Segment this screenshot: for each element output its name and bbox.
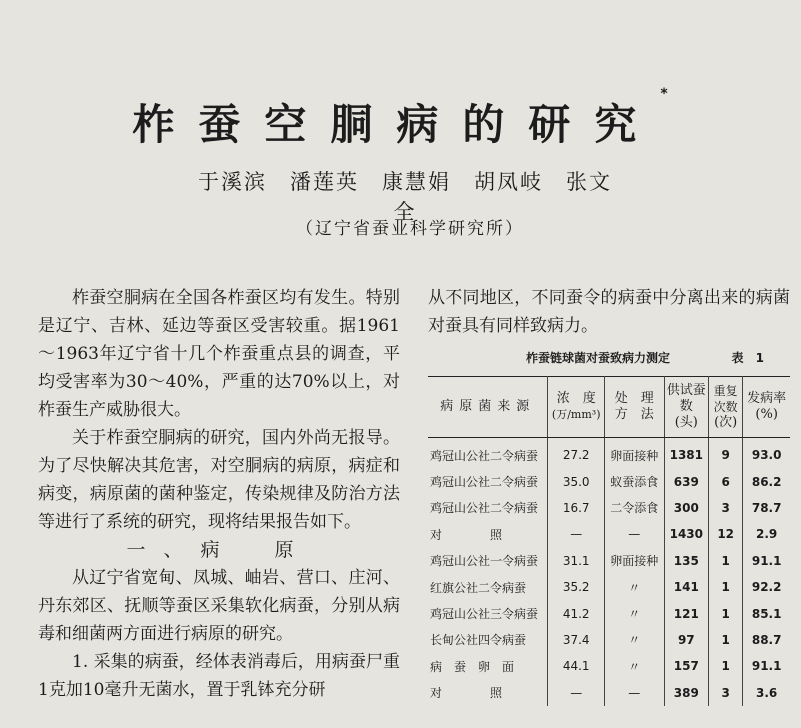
- cell-treatment: 〃: [605, 600, 665, 626]
- cell-rate: 93.0: [751, 448, 782, 463]
- header-count: [664, 377, 709, 438]
- table-caption: [428, 349, 790, 369]
- cell-source: 对 照: [428, 680, 548, 706]
- article-title: [120, 86, 680, 152]
- table-row: [428, 680, 790, 706]
- cell-rate: 88.7: [751, 632, 782, 647]
- cell-concentration: 41.2: [548, 600, 605, 626]
- cell-rate: 91.1: [751, 659, 782, 674]
- body-paragraph: 1. 采集的病蚕，经体表消毒后，用病蚕尸重1克加10毫升无菌水，置于乳钵充分研: [38, 652, 400, 700]
- section-heading: 一、病 原: [126, 539, 312, 561]
- left-column: [38, 284, 400, 704]
- table-row: [428, 438, 790, 469]
- cell-treatment: 二令添食: [605, 495, 665, 521]
- header-treatment: [605, 377, 665, 438]
- body-paragraph: 从不同地区，不同蚕令的病蚕中分离出来的病菌对蚕具有同样致病力。: [428, 288, 790, 336]
- cell-treatment: —: [605, 521, 665, 547]
- body-paragraph: 从辽宁省宽甸、凤城、岫岩、营口、庄河、丹东郊区、抚顺等蚕区采集软化病蚕，分别从病毒和细菌两方面进行病原的研究。: [38, 568, 400, 644]
- cell-source: 鸡冠山公社一令病蚕: [428, 548, 548, 574]
- body-paragraph: 柞蚕空胴病在全国各柞蚕区均有发生。特别是辽宁、吉林、延边等蚕区受害较重。据1961～1963年辽宁省十几个柞蚕重点县的调查，平均受害率为30～40%，严重的达70%以上，对柞蚕生产威胁很大。: [38, 288, 400, 420]
- header-source: [428, 377, 548, 438]
- pathogenicity-table: [428, 376, 790, 706]
- table-row: [428, 574, 790, 600]
- cell-treatment: 卵面接种: [605, 438, 665, 469]
- header-repeat: [709, 377, 743, 438]
- header-repeat-label: 重复次数: [713, 384, 738, 414]
- cell-concentration: —: [548, 680, 605, 706]
- cell-repeat: 9: [709, 438, 743, 469]
- cell-rate: 2.9: [756, 527, 778, 542]
- cell-rate: 91.1: [751, 553, 782, 568]
- cell-concentration: 31.1: [548, 548, 605, 574]
- right-column: [428, 284, 790, 340]
- cell-repeat: 1: [709, 548, 743, 574]
- cell-repeat: 1: [709, 653, 743, 679]
- cell-concentration: 37.4: [548, 627, 605, 653]
- cell-count: 141: [664, 574, 709, 600]
- table-row: [428, 495, 790, 521]
- body-paragraph: 关于柞蚕空胴病的研究，国内外尚无报导。为了尽快解决其危害，对空胴病的病原，病症和病变，病原菌的菌种鉴定，传染规律及防治方法等进行了系统的研究，现将结果报告如下。: [38, 428, 400, 532]
- table-row: [428, 548, 790, 574]
- cell-rate: 86.2: [751, 474, 782, 489]
- header-source-label: 病原菌来源: [440, 399, 536, 414]
- cell-treatment: 〃: [605, 627, 665, 653]
- cell-source: 鸡冠山公社二令病蚕: [428, 468, 548, 494]
- cell-treatment: —: [605, 680, 665, 706]
- header-concentration-label: 浓 度: [556, 391, 596, 406]
- cell-count: 121: [664, 600, 709, 626]
- cell-count: 639: [664, 468, 709, 494]
- table-row: [428, 653, 790, 679]
- header-repeat-unit: (次): [714, 415, 738, 430]
- table-header-row: [428, 377, 790, 438]
- header-rate-label: 发病率: [747, 391, 787, 406]
- cell-source: 鸡冠山公社三令病蚕: [428, 600, 548, 626]
- table-row: [428, 600, 790, 626]
- cell-rate: 78.7: [751, 500, 782, 515]
- cell-treatment: 〃: [605, 653, 665, 679]
- cell-treatment: 蚁蚕添食: [605, 468, 665, 494]
- cell-repeat: 1: [709, 574, 743, 600]
- cell-concentration: 35.0: [548, 468, 605, 494]
- cell-concentration: 35.2: [548, 574, 605, 600]
- cell-repeat: 3: [709, 495, 743, 521]
- cell-source: 病 蚕 卵 面: [428, 653, 548, 679]
- header-treatment-sub: 方 法: [614, 407, 654, 422]
- cell-count: 389: [664, 680, 709, 706]
- cell-concentration: 27.2: [548, 438, 605, 469]
- cell-repeat: 6: [709, 468, 743, 494]
- cell-count: 97: [664, 627, 709, 653]
- header-concentration-unit: (万/mm³): [551, 408, 601, 421]
- table-number: 表 1: [731, 351, 768, 365]
- author-list: 于溪滨 潘莲英 康慧娟 胡凤岐 张文全: [198, 170, 612, 224]
- title-footnote-mark: *: [660, 86, 668, 102]
- cell-count: 135: [664, 548, 709, 574]
- header-concentration: [548, 377, 605, 438]
- table-row: [428, 627, 790, 653]
- cell-rate: 3.6: [756, 685, 778, 700]
- cell-repeat: 3: [709, 680, 743, 706]
- cell-source: 鸡冠山公社二令病蚕: [428, 495, 548, 521]
- cell-rate: 92.2: [751, 580, 782, 595]
- cell-count: 300: [664, 495, 709, 521]
- cell-repeat: 1: [709, 627, 743, 653]
- cell-repeat: 12: [709, 521, 743, 547]
- cell-count: 157: [664, 653, 709, 679]
- cell-count: 1430: [664, 521, 709, 547]
- cell-source: 对 照: [428, 521, 548, 547]
- article-title-text: 柞蚕空胴病的研究: [132, 100, 661, 149]
- header-rate-unit: (%): [755, 407, 778, 422]
- cell-concentration: 44.1: [548, 653, 605, 679]
- cell-repeat: 1: [709, 600, 743, 626]
- table-row: [428, 468, 790, 494]
- cell-treatment: 〃: [605, 574, 665, 600]
- cell-count: 1381: [664, 438, 709, 469]
- header-treatment-label: 处 理: [614, 391, 654, 406]
- header-count-label: 供试蚕数: [666, 383, 706, 414]
- affiliation: （辽宁省蚕业科学研究所）: [296, 219, 524, 239]
- table-row: [428, 521, 790, 547]
- header-rate: [743, 377, 790, 438]
- table-title: 柞蚕链球菌对蚕致病力测定: [526, 351, 671, 365]
- cell-concentration: —: [548, 521, 605, 547]
- cell-source: 红旗公社二令病蚕: [428, 574, 548, 600]
- cell-source: 长甸公社四令病蚕: [428, 627, 548, 653]
- cell-concentration: 16.7: [548, 495, 605, 521]
- cell-rate: 85.1: [751, 606, 782, 621]
- cell-treatment: 卵面接种: [605, 548, 665, 574]
- header-count-unit: (头): [674, 415, 698, 430]
- cell-source: 鸡冠山公社二令病蚕: [428, 438, 548, 469]
